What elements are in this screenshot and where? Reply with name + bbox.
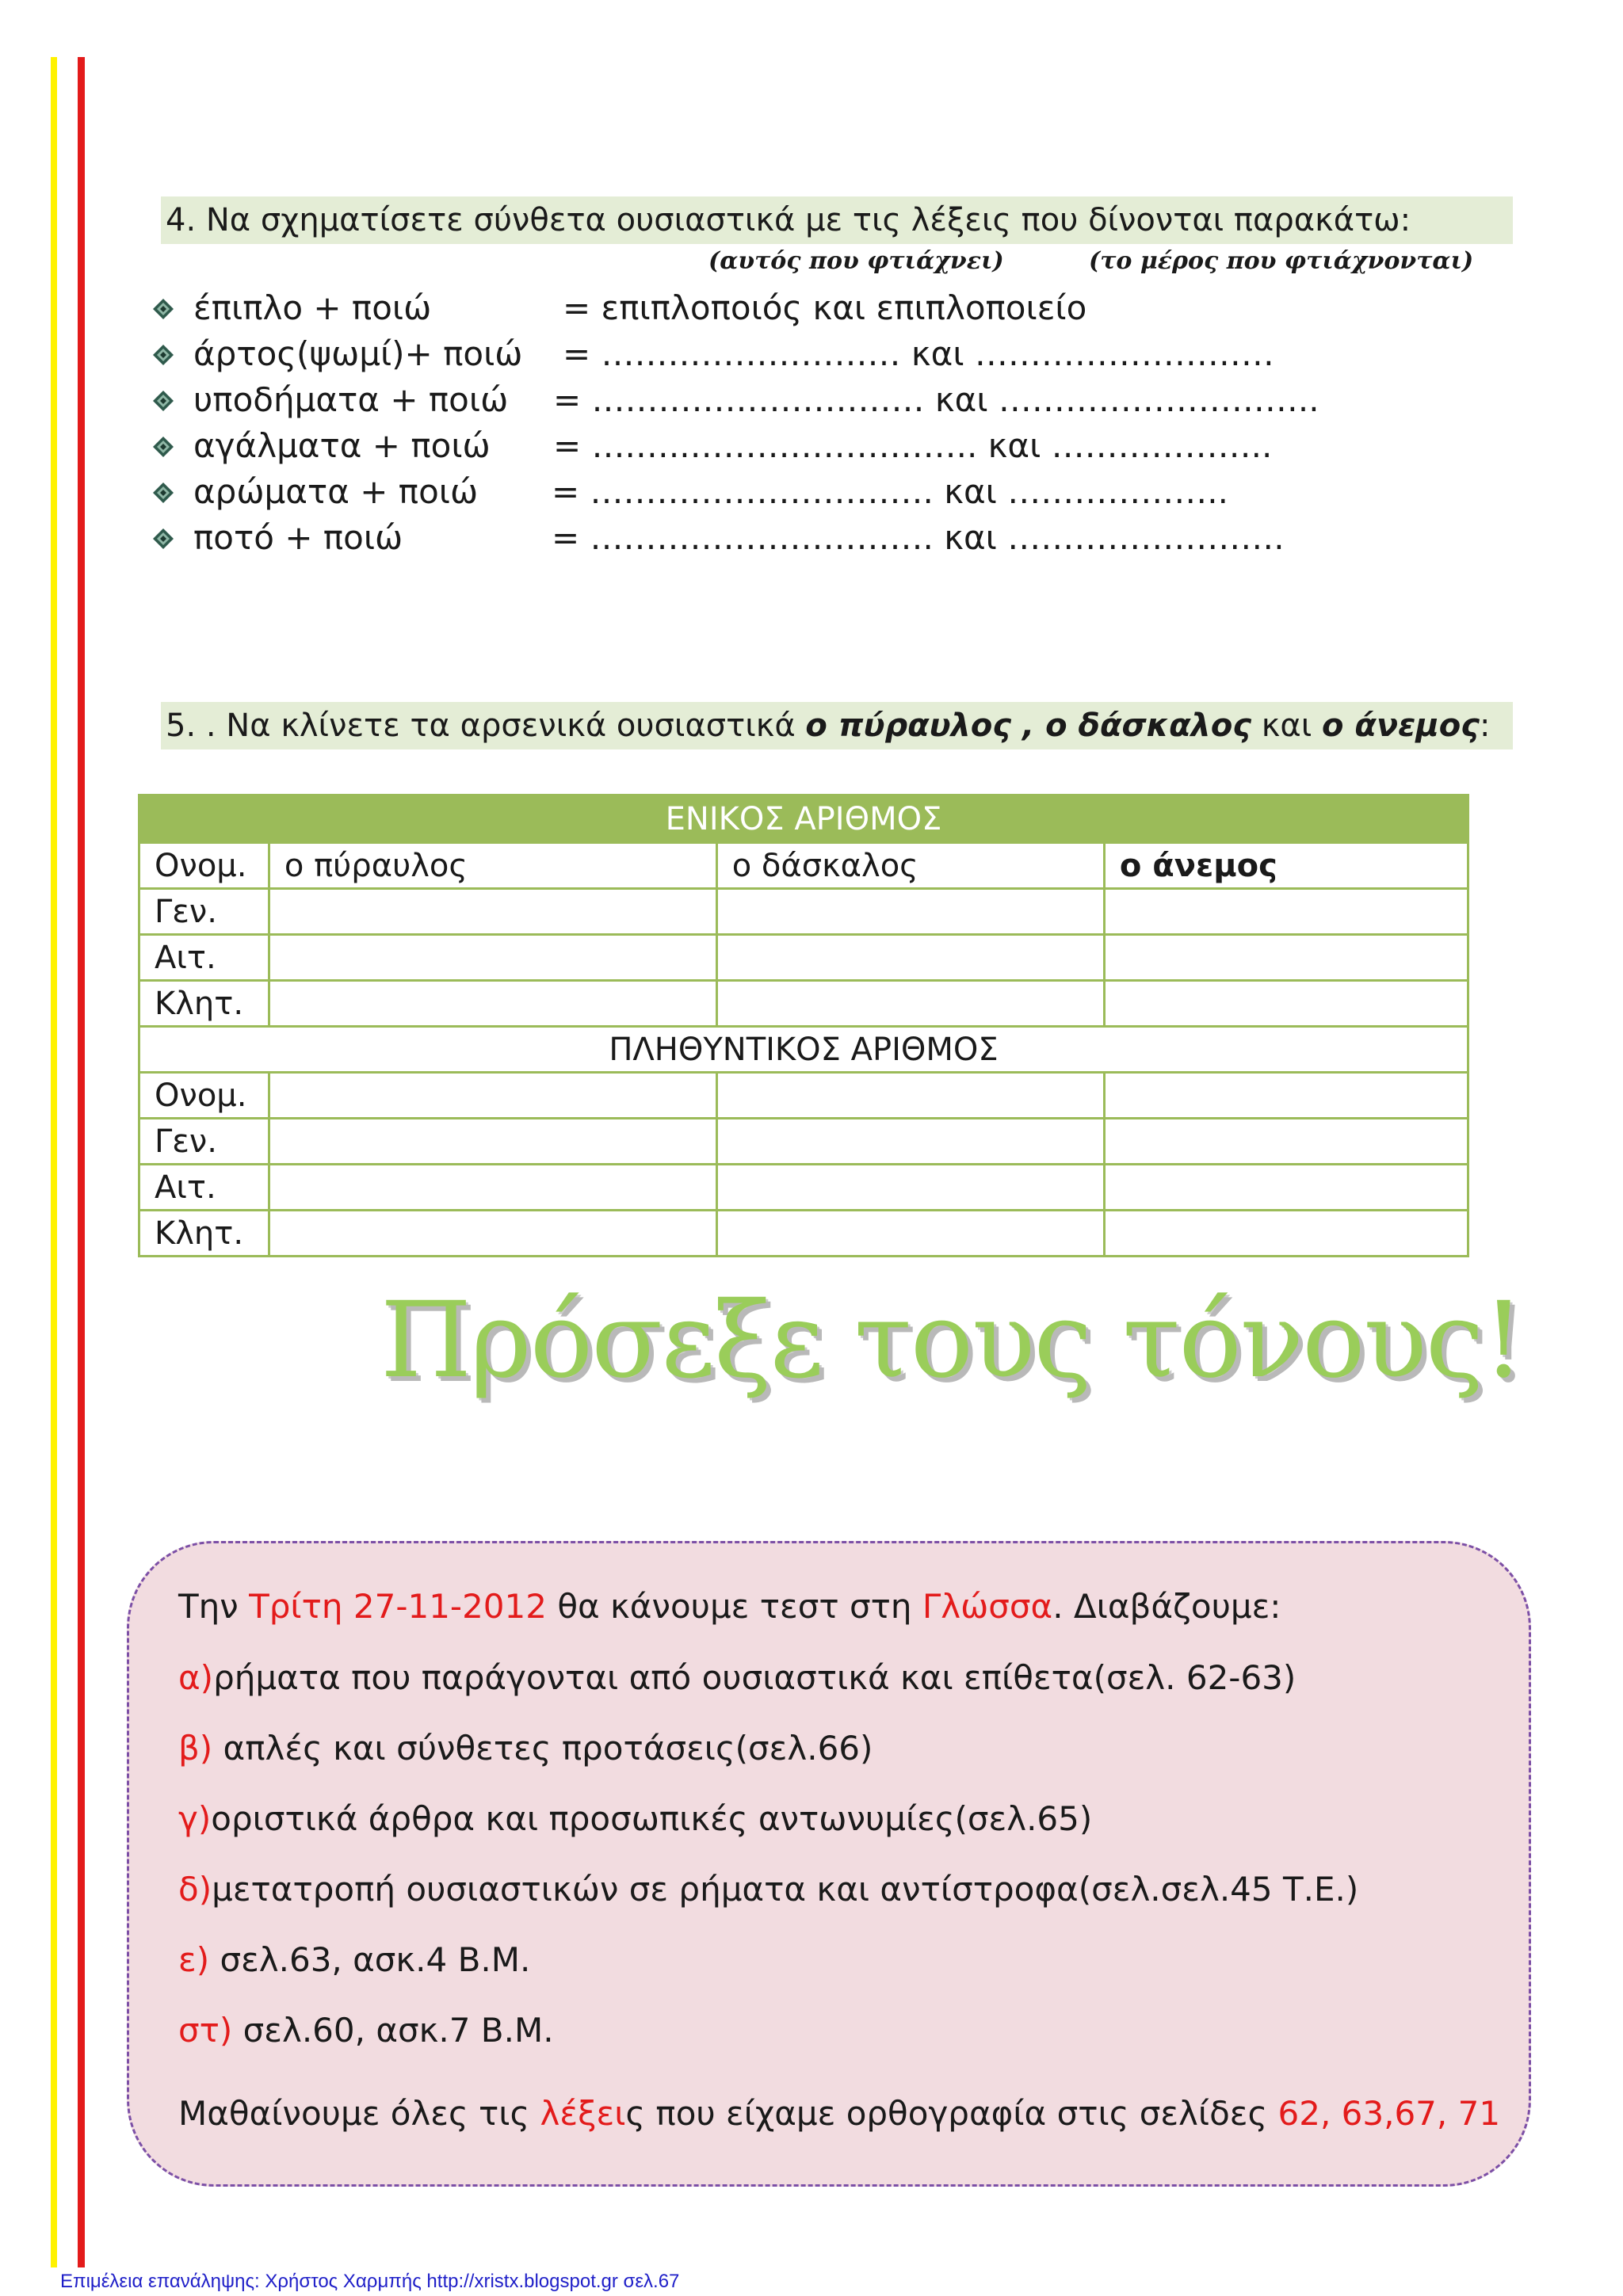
exercise-4-heading: 4. Να σχηματίσετε σύνθετα ουσιαστικά με τις λέξεις που δίνονται παρακάτω: (161, 196, 1513, 244)
notice-item-marker: γ) (178, 1799, 212, 1838)
wordart-accent-reminder: Πρόσεξε τους τόνους! (380, 1280, 1523, 1402)
diamond-bullet-icon (152, 436, 174, 458)
exercise-4-row (152, 285, 1460, 331)
diamond-bullet-icon (152, 344, 174, 366)
table-row (139, 843, 1468, 889)
notice-item (178, 2011, 554, 2050)
case-label: Ονομ. (139, 1073, 269, 1119)
singular-band: ΕΝΙΚΟΣ ΑΡΙΘΜΟΣ (139, 795, 1468, 843)
exercise-5-colon: : (1480, 707, 1491, 744)
table-cell[interactable] (269, 1119, 716, 1165)
notice-last-line (178, 2094, 1500, 2133)
diamond-bullet-icon (152, 482, 174, 504)
compound-word-parts: αρώματα + ποιώ (193, 472, 479, 511)
exercise-5-heading (161, 702, 1513, 749)
declension-table (138, 794, 1469, 1257)
notice-last-words: λέξει (540, 2094, 626, 2133)
notice-item-marker: α) (178, 1658, 214, 1697)
notice-item (178, 1658, 1296, 1697)
notice-item-marker: ε) (178, 1940, 210, 1979)
compound-word-parts: άρτος(ψωμί)+ ποιώ (193, 334, 523, 373)
exercise-5-noun-anemos: ο άνεμος (1321, 707, 1480, 744)
exercise-4-row (152, 377, 1460, 423)
notice-item-text: μετατροπή ουσιαστικών σε ρήματα και αντίστροφα(σελ.σελ.45 Τ.Ε.) (212, 1870, 1359, 1909)
notice-item (178, 1940, 530, 1979)
notice-intro (178, 1587, 1281, 1626)
compound-answer: = ………………………… και ……………………….. (553, 380, 1319, 419)
diamond-bullet-icon (152, 298, 174, 320)
table-row (139, 935, 1468, 981)
exercise-5-heading-prefix: 5. . Να κλίνετε τα αρσενικά ουσιαστικά (166, 707, 806, 744)
red-margin-line (78, 57, 85, 2267)
notice-item-text: απλές και σύνθετες προτάσεις(σελ.66) (212, 1729, 873, 1768)
table-cell[interactable] (269, 935, 716, 981)
yellow-margin-line (51, 57, 57, 2267)
table-cell[interactable] (716, 981, 1104, 1027)
case-label: Ονομ. (139, 843, 269, 889)
table-cell[interactable] (1104, 1073, 1468, 1119)
notice-item (178, 1729, 873, 1768)
table-cell[interactable] (716, 1211, 1104, 1257)
notice-item-text: σελ.60, ασκ.7 Β.Μ. (232, 2011, 554, 2050)
notice-date: Τρίτη 27-11-2012 (249, 1587, 547, 1626)
notice-item (178, 1870, 1358, 1909)
case-label: Αιτ. (139, 935, 269, 981)
compound-word-parts: έπιπλο + ποιώ (193, 288, 432, 327)
table-cell[interactable] (1104, 1165, 1468, 1211)
exercise-4-row (152, 423, 1460, 469)
diamond-bullet-icon (152, 528, 174, 550)
notice-intro-b: θα κάνουμε τεστ στη (546, 1587, 922, 1626)
compound-word-parts: αγάλματα + ποιώ (193, 426, 491, 465)
case-label: Γεν. (139, 1119, 269, 1165)
table-cell[interactable]: ο άνεμος (1104, 843, 1468, 889)
table-cell[interactable] (1104, 981, 1468, 1027)
diamond-bullet-icon (152, 390, 174, 412)
case-label: Αιτ. (139, 1165, 269, 1211)
compound-answer: = ……………………… και ……………………… (563, 334, 1274, 373)
compound-answer: = …………………………. και ……………………. (552, 518, 1285, 557)
notice-intro-a: Την (178, 1587, 250, 1626)
exercise-4-row (152, 515, 1460, 561)
notice-pages: 62, 63,67, 71 (1277, 2094, 1501, 2133)
table-cell[interactable] (716, 889, 1104, 935)
table-row (139, 981, 1468, 1027)
notice-subject: Γλώσσα (922, 1587, 1053, 1626)
table-row (139, 1211, 1468, 1257)
notice-item-text: οριστικά άρθρα και προσωπικές αντωνυμίες(σελ.65) (211, 1799, 1093, 1838)
exercise-5-nouns: ο πύραυλος , ο δάσκαλος (805, 707, 1252, 744)
case-label: Γεν. (139, 889, 269, 935)
compound-word-parts: υποδήματα + ποιώ (193, 380, 509, 419)
table-row (139, 1165, 1468, 1211)
table-cell[interactable] (716, 935, 1104, 981)
table-cell[interactable] (269, 1073, 716, 1119)
notice-item-marker: β) (178, 1729, 213, 1768)
table-cell[interactable] (1104, 935, 1468, 981)
compound-word-parts: ποτό + ποιώ (193, 518, 403, 557)
notice-item-marker: στ) (178, 2011, 233, 2050)
table-cell[interactable] (1104, 889, 1468, 935)
exercise-5-conj: και (1251, 707, 1322, 744)
notice-last-b: ς που είχαμε ορθογραφία στις σελίδες (625, 2094, 1278, 2133)
exercise-4-row (152, 469, 1460, 515)
table-row (139, 889, 1468, 935)
table-cell[interactable] (716, 1073, 1104, 1119)
notice-intro-c: . Διαβάζουμε: (1052, 1587, 1281, 1626)
notice-item-marker: δ) (178, 1870, 212, 1909)
footer-credit: Επιμέλεια επανάληψης: Χρήστος Χαρμπής http://xristx.blogspot.gr σελ.67 (60, 2271, 680, 2292)
case-label: Κλητ. (139, 1211, 269, 1257)
table-row (139, 1073, 1468, 1119)
table-cell[interactable] (269, 889, 716, 935)
compound-answer: = ….…..…………………….. και ……………….. (553, 426, 1273, 465)
table-cell[interactable] (1104, 1119, 1468, 1165)
table-cell[interactable] (269, 981, 716, 1027)
test-notice-box (127, 1541, 1531, 2187)
notice-item-text: ρήματα που παράγονται από ουσιαστικά και επίθετα(σελ. 62-63) (213, 1658, 1296, 1697)
table-cell[interactable]: ο πύραυλος (269, 843, 716, 889)
hint-maker: (αυτός που φτιάχνει) (708, 247, 1004, 275)
notice-item-text: σελ.63, ασκ.4 Β.Μ. (209, 1940, 531, 1979)
compound-answer: = …………………………. και ……………….. (552, 472, 1228, 511)
table-cell[interactable] (716, 1119, 1104, 1165)
table-cell[interactable] (716, 1165, 1104, 1211)
table-cell[interactable] (269, 1211, 716, 1257)
hint-place: (το μέρος που φτιάχνονται) (1089, 247, 1474, 275)
table-cell[interactable] (1104, 1211, 1468, 1257)
plural-band: ΠΛΗΘΥΝΤΙΚΟΣ ΑΡΙΘΜΟΣ (139, 1027, 1468, 1073)
notice-last-a: Μαθαίνουμε όλες τις (178, 2094, 540, 2133)
case-label: Κλητ. (139, 981, 269, 1027)
table-row (139, 1119, 1468, 1165)
exercise-4-row (152, 331, 1460, 377)
table-cell[interactable]: ο δάσκαλος (716, 843, 1104, 889)
table-cell[interactable] (269, 1165, 716, 1211)
notice-item (178, 1799, 1092, 1838)
compound-answer: = επιπλοποιός και επιπλοποιείο (563, 288, 1087, 327)
